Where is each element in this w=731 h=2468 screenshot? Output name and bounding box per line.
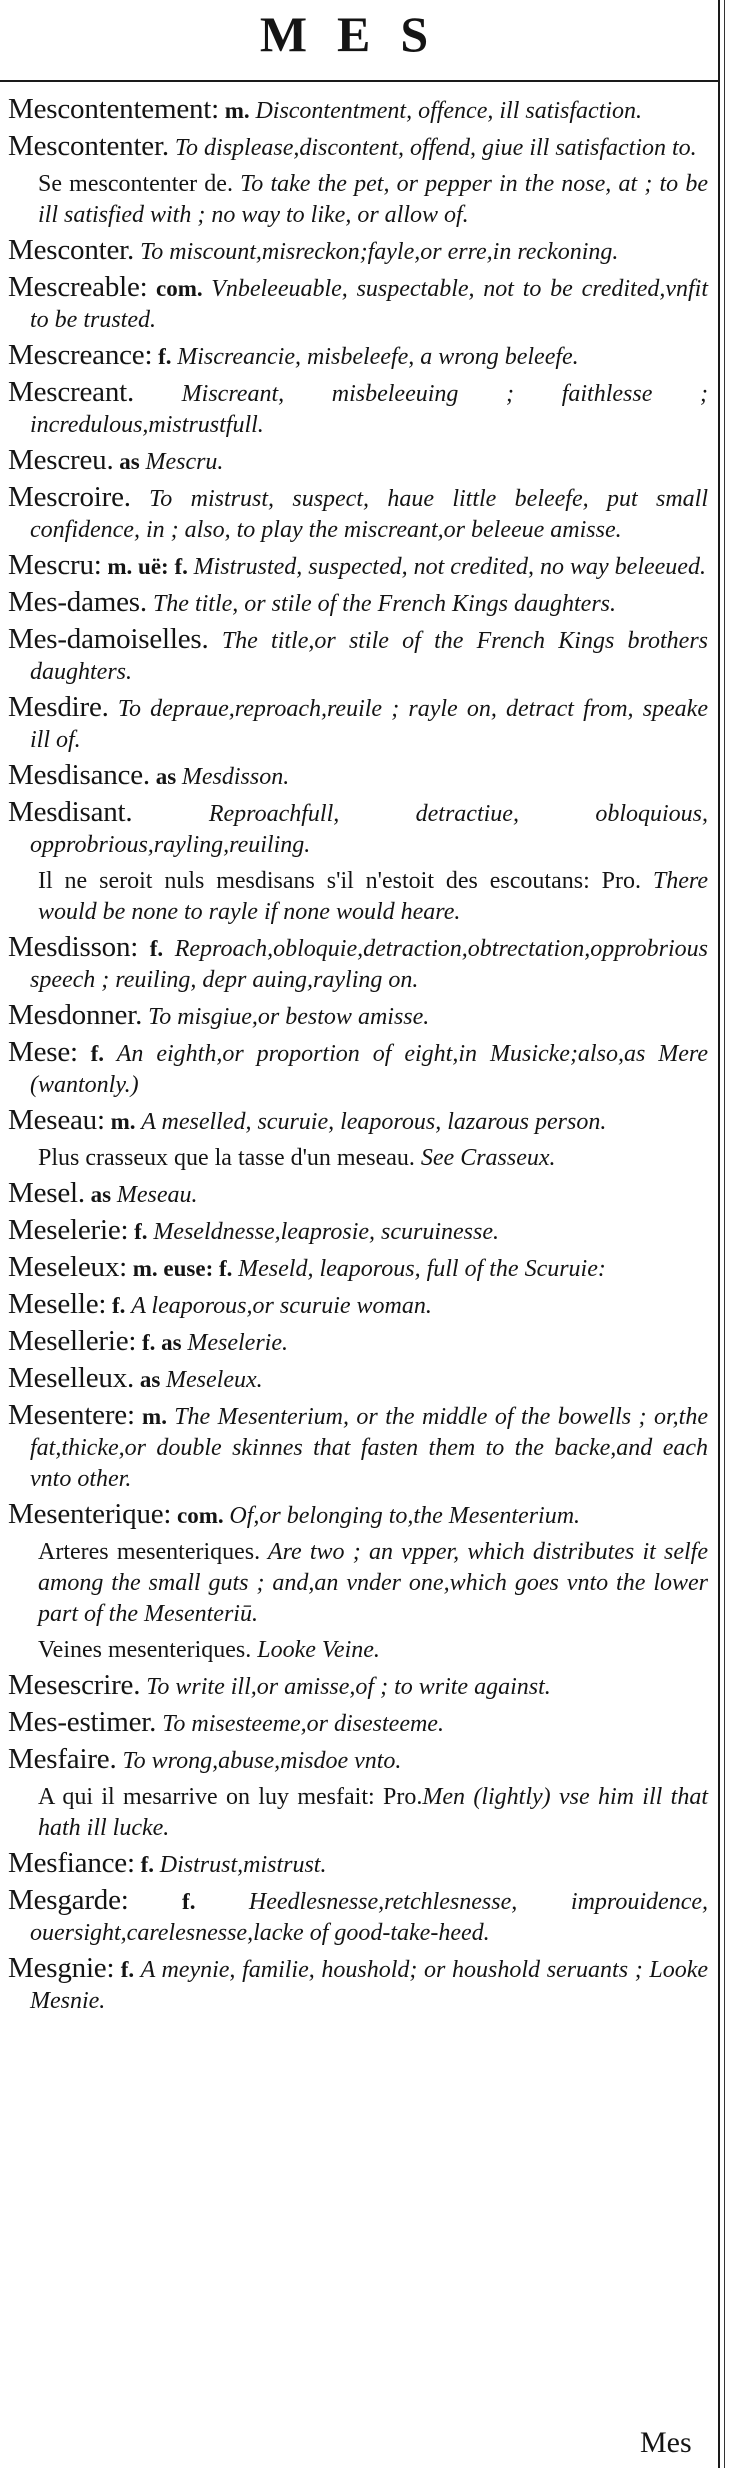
grammar-label: m. uë: f. (101, 554, 194, 579)
headword: Mescru: (8, 549, 102, 581)
dictionary-entry (8, 445, 708, 477)
entries-column (8, 94, 708, 2021)
headword: Mesdire. (8, 691, 109, 723)
definition: There would be none to rayle if none would heare. (38, 868, 708, 925)
dictionary-entry (8, 1105, 708, 1137)
subentry (8, 865, 708, 927)
dictionary-entry (8, 1289, 708, 1321)
headword: Mescontenter. (8, 130, 169, 162)
definition: See Crasseux. (414, 1145, 556, 1171)
definition: The title, or stile of the French Kings daughters. (146, 591, 617, 617)
definition: A leaporous,or scuruie woman. (131, 1293, 432, 1319)
definition: A meynie, familie, houshold; or houshold seruants ; Looke Mesnie. (30, 1957, 708, 2014)
dictionary-entry (8, 1178, 708, 1210)
page-header: MES (259, 6, 459, 62)
dictionary-entry (8, 624, 708, 687)
headword: Meseau: (8, 1104, 105, 1136)
headword: Mescreu. (8, 444, 114, 476)
grammar-label: m. euse: f. (127, 1256, 239, 1281)
subentry (8, 168, 708, 230)
definition: Distrust,mistrust. (159, 1852, 327, 1878)
headword: Meselerie: (8, 1214, 129, 1246)
grammar-label: m. (104, 1109, 142, 1134)
headword: Mes-dames. (8, 586, 147, 618)
dictionary-entry (8, 760, 708, 792)
french-phrase: Veines mesenteriques. (38, 1637, 252, 1663)
grammar-label: com. (147, 276, 212, 301)
dictionary-entry (8, 1670, 708, 1702)
definition: Miscreant, misbeleeuing ; faithlesse ; incredulous,mistrustfull. (30, 381, 708, 438)
page-border-right-inner (724, 0, 725, 2468)
dictionary-entry (8, 340, 708, 372)
headword: Mescreant. (8, 376, 135, 408)
dictionary-entry (8, 94, 708, 126)
headword: Meselleux. (8, 1362, 135, 1394)
page-border-right (718, 0, 720, 2468)
definition: To misgiue,or bestow amisse. (142, 1004, 430, 1030)
dictionary-entry (8, 1000, 708, 1032)
definition: To misesteeme,or disesteeme. (156, 1711, 444, 1737)
dictionary-entry (8, 131, 708, 163)
headword: Mesconter. (8, 234, 135, 266)
definition: Meseau. (116, 1182, 198, 1208)
definition: Reproach,obloquie,detraction,obtrectation,opprobrious speech ; reuiling, depr auing,rayling on. (30, 936, 708, 993)
definition: Looke Veine. (251, 1637, 380, 1663)
definition: To mistrust, suspect, haue little beleefe, put small confidence, in ; also, to play the miscreant,or beleeue amisse. (30, 486, 708, 543)
dictionary-entry (8, 272, 708, 335)
definition: Meselerie. (187, 1330, 288, 1356)
dictionary-entry (8, 1215, 708, 1247)
definition: Meseld, leaporous, full of the Scuruie: (238, 1256, 606, 1282)
headword: Meselle: (8, 1288, 107, 1320)
headword: Mescreable: (8, 271, 148, 303)
definition: Of,or belonging to,the Mesenterium. (229, 1503, 581, 1529)
definition: Are two ; an vpper, which distributes it selfe among the small guts ; and,an vnder one,which goes vnto the lower part of the Mesenteriū. (38, 1539, 708, 1627)
dictionary-entry (8, 1744, 708, 1776)
grammar-label: as (84, 1182, 117, 1207)
headword: Mesgarde: (8, 1884, 129, 1916)
dictionary-entry (8, 235, 708, 267)
french-phrase: A qui il mesarrive on luy mesfait: Pro. (38, 1784, 423, 1810)
dictionary-entry (8, 1252, 708, 1284)
subentry (8, 1536, 708, 1629)
definition: Meseleux. (166, 1367, 263, 1393)
definition: Mesdisson. (181, 764, 290, 790)
dictionary-entry (8, 932, 708, 995)
dictionary-entry (8, 692, 708, 755)
definition: An eighth,or proportion of eight,in Musicke;also,as Mere (wantonly.) (30, 1041, 708, 1098)
dictionary-entry (8, 1499, 708, 1531)
subentry (8, 1634, 708, 1665)
subentry (8, 1142, 708, 1173)
grammar-label: as (113, 449, 146, 474)
definition: Vnbeleeuable, suspectable, not to be credited,vnfit to be trusted. (30, 276, 709, 333)
headword: Mesdisance. (8, 759, 150, 791)
definition: The title,or stile of the French Kings brothers daughters. (30, 628, 708, 685)
catchword: Mes (640, 2426, 692, 2459)
dictionary-entry (8, 1707, 708, 1739)
definition: To take the pet, or pepper in the nose, at ; to be ill satisfied with ; no way to like, or allow of. (38, 171, 709, 228)
definition: To displease,discontent, offend, giue ill satisfaction to. (168, 135, 697, 161)
headword: Mesdisson: (8, 931, 139, 963)
headword: Mescroire. (8, 481, 131, 513)
definition: Mescru. (145, 449, 224, 475)
definition: The Mesenterium, or the middle of the bowells ; or,the fat,thicke,or double skinnes that fasten them to the backe,and each vnto other. (30, 1404, 709, 1492)
grammar-label: f. (138, 936, 175, 961)
dictionary-entry (8, 587, 708, 619)
headword: Mescreance: (8, 339, 153, 371)
dictionary-entry (8, 1848, 708, 1880)
grammar-label: f. (128, 1219, 154, 1244)
headword: Mes-estimer. (8, 1706, 157, 1738)
french-phrase: Arteres mesenteriques. (38, 1539, 261, 1565)
french-phrase: Se mescontenter de. (38, 171, 233, 197)
definition: To wrong,abuse,misdoe vnto. (116, 1748, 402, 1774)
headword: Mesellerie: (8, 1325, 137, 1357)
grammar-label: m. (134, 1404, 175, 1429)
dictionary-entry (8, 1037, 708, 1100)
dictionary-entry (8, 550, 708, 582)
dictionary-entry (8, 377, 708, 440)
grammar-label: as (134, 1367, 167, 1392)
header-rule (0, 80, 718, 82)
grammar-label: m. (219, 98, 256, 123)
grammar-label: f. (128, 1889, 249, 1914)
french-phrase: Plus crasseux que la tasse d'un meseau. (38, 1145, 415, 1171)
headword: Mesescrire. (8, 1669, 141, 1701)
grammar-label: f. (114, 1957, 141, 1982)
subentry (8, 1781, 708, 1843)
headword: Mescontentement: (8, 93, 220, 125)
headword: Mesenterique: (8, 1498, 172, 1530)
headword: Mes-damoiselles. (8, 623, 209, 655)
definition: Heedlesnesse,retchlesnesse, improuidence, ouersight,carelesnesse,lacke of good-take-heed. (30, 1889, 708, 1946)
headword: Mesgnie: (8, 1952, 115, 1984)
dictionary-entry (8, 482, 708, 545)
definition: Miscreancie, misbeleefe, a wrong beleefe. (177, 344, 579, 370)
grammar-label: f. (77, 1041, 117, 1066)
headword: Mesel. (8, 1177, 85, 1209)
headword: Mesfaire. (8, 1743, 117, 1775)
headword: Mesentere: (8, 1399, 135, 1431)
definition: Discontentment, offence, ill satisfaction. (255, 98, 643, 124)
grammar-label: f. (106, 1293, 132, 1318)
dictionary-entry (8, 1326, 708, 1358)
grammar-label: f. (152, 344, 178, 369)
dictionary-entry (8, 797, 708, 860)
definition: Meseldnesse,leaprosie, scuruinesse. (153, 1219, 500, 1245)
grammar-label: f. (134, 1852, 160, 1877)
headword: Mesdisant. (8, 796, 133, 828)
definition: Men (lightly) vse him ill that hath ill lucke. (38, 1784, 708, 1841)
headword: Mesfiance: (8, 1847, 135, 1879)
definition: To depraue,reproach,reuile ; rayle on, detract from, speake ill of. (30, 696, 708, 753)
dictionary-entry (8, 1953, 708, 2016)
definition: To write ill,or amisse,of ; to write against. (140, 1674, 551, 1700)
definition: A meselled, scuruie, leaporous, lazarous person. (141, 1109, 607, 1135)
definition: Mistrusted, suspected, not credited, no way beleeued. (193, 554, 706, 580)
dictionary-entry (8, 1885, 708, 1948)
grammar-label: f. as (136, 1330, 188, 1355)
headword: Mese: (8, 1036, 78, 1068)
headword: Meseleux: (8, 1251, 128, 1283)
definition: To miscount,misreckon;fayle,or erre,in reckoning. (134, 239, 619, 265)
definition: Reproachfull, detractiue, obloquious, opprobrious,rayling,reuiling. (30, 801, 708, 858)
french-phrase: Il ne seroit nuls mesdisans s'il n'estoit des escoutans: Pro. (38, 868, 641, 894)
dictionary-entry (8, 1363, 708, 1395)
grammar-label: as (149, 764, 182, 789)
dictionary-entry (8, 1400, 708, 1494)
headword: Mesdonner. (8, 999, 143, 1031)
grammar-label: com. (171, 1503, 230, 1528)
